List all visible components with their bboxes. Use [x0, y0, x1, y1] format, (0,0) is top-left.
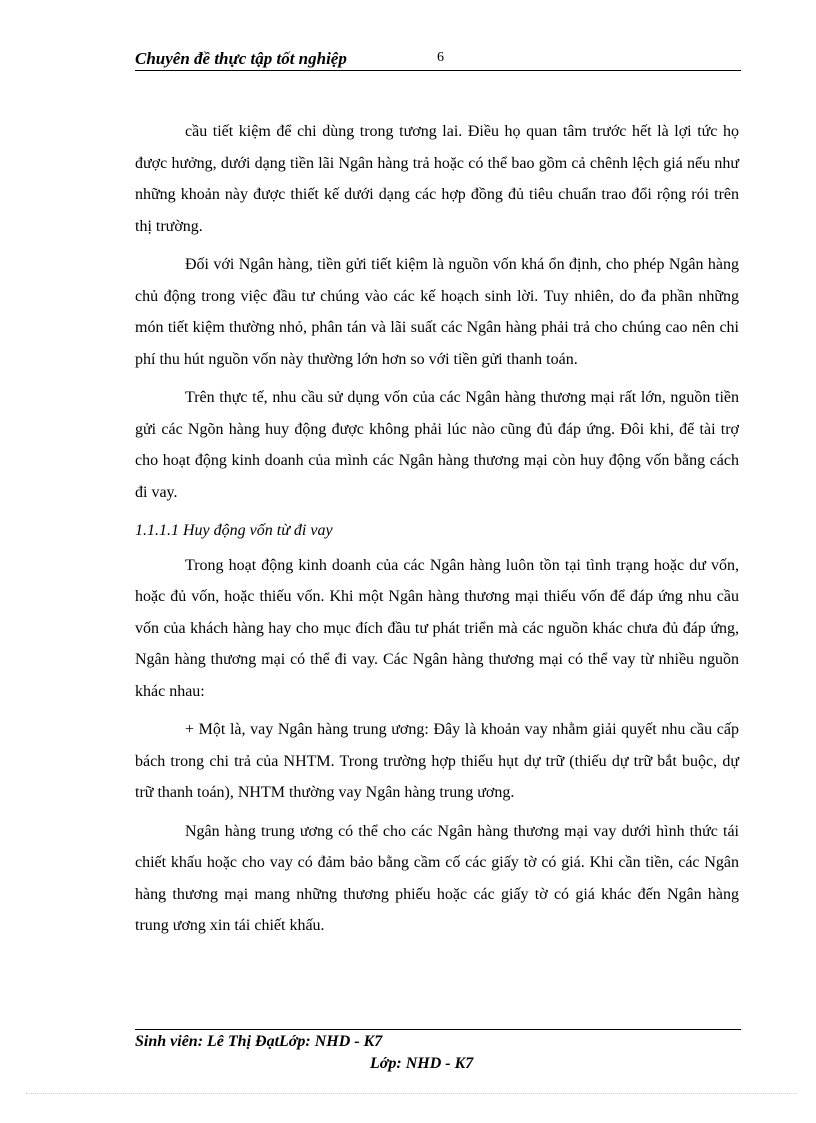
document-body	[135, 116, 739, 949]
footer-student-info: Sinh viên: Lê Thị ĐạtLớp: NHD - K7	[135, 1033, 383, 1050]
section-heading: 1.1.1.1 Huy động vốn từ đi vay	[135, 522, 333, 539]
paragraph-2: Đối với Ngân hàng, tiền gửi tiết kiệm là nguồn vốn khá ổn định, cho phép Ngân hàng chủ động trong việc đầu tư chúng vào các kế hoạch sinh lời. Tuy nhiên, do đa phần những món tiết kiệm thường nhỏ, phân tán và lãi suất các Ngân hàng phải trả cho chúng cao nên chi phí thu hút nguồn vốn này thường lớn hơn so với tiền gửi thanh toán.	[135, 256, 739, 368]
footer-divider	[135, 1029, 741, 1030]
paragraph-6: Ngân hàng trung ương có thể cho các Ngân hàng thương mại vay dưới hình thức tái chiết khấu hoặc cho vay có đảm bảo bằng cầm cố các giấy tờ có giá. Khi cần tiền, các Ngân hàng thương mại mang những thương phiếu hoặc các giấy tờ có giá khác đến Ngân hàng trung ương xin tái chiết khấu.	[135, 822, 739, 934]
paragraph-4: Trong hoạt động kinh doanh của các Ngân hàng luôn tồn tại tình trạng hoặc dư vốn, hoặc đủ vốn, hoặc thiếu vốn. Khi một Ngân hàng thương mại thiếu vốn để đáp ứng nhu cầu vốn của khách hàng hay cho mục đích đầu tư phát triển mà các nguồn khác chưa đủ đáp ứng, Ngân hàng thương mại có thể đi vay. Các Ngân hàng thương mại có thể vay từ nhiều nguồn khác nhau:	[135, 556, 739, 700]
paragraph-1: cầu tiết kiệm để chi dùng trong tương lai. Điều họ quan tâm trước hết là lợi tức họ được hưởng, dưới dạng tiền lãi Ngân hàng trả hoặc có thể bao gồm cả chênh lệch giá nếu như những khoản này được thiết kế dưới dạng các hợp đồng đủ tiêu chuẩn trao đổi rộng rói trên thị trường.	[135, 123, 739, 235]
page-header	[135, 48, 741, 71]
header-title: Chuyên đề thực tập tốt nghiệp	[135, 49, 347, 68]
paragraph-5: + Một là, vay Ngân hàng trung ương: Đây là khoản vay nhằm giải quyết nhu cầu cấp bách trong chi trả của NHTM. Trong trường hợp thiếu hụt dự trữ (thiếu dự trữ bắt buộc, dự trữ thanh toán), NHTM thường vay Ngân hàng trung ương.	[135, 721, 739, 801]
footer-class-info: Lớp: NHD - K7	[370, 1055, 474, 1072]
paragraph-3: Trên thực tế, nhu cầu sử dụng vốn của các Ngân hàng thương mại rất lớn, nguồn tiền gửi các Ngõn hàng huy động được không phải lúc nào cũng đủ đáp ứng. Đôi khi, để tài trợ cho hoạt động kinh doanh của mình các Ngân hàng thương mại còn huy động vốn bằng cách đi vay.	[135, 389, 739, 501]
page-bottom-border	[26, 1093, 796, 1094]
page-number: 6	[437, 50, 444, 65]
